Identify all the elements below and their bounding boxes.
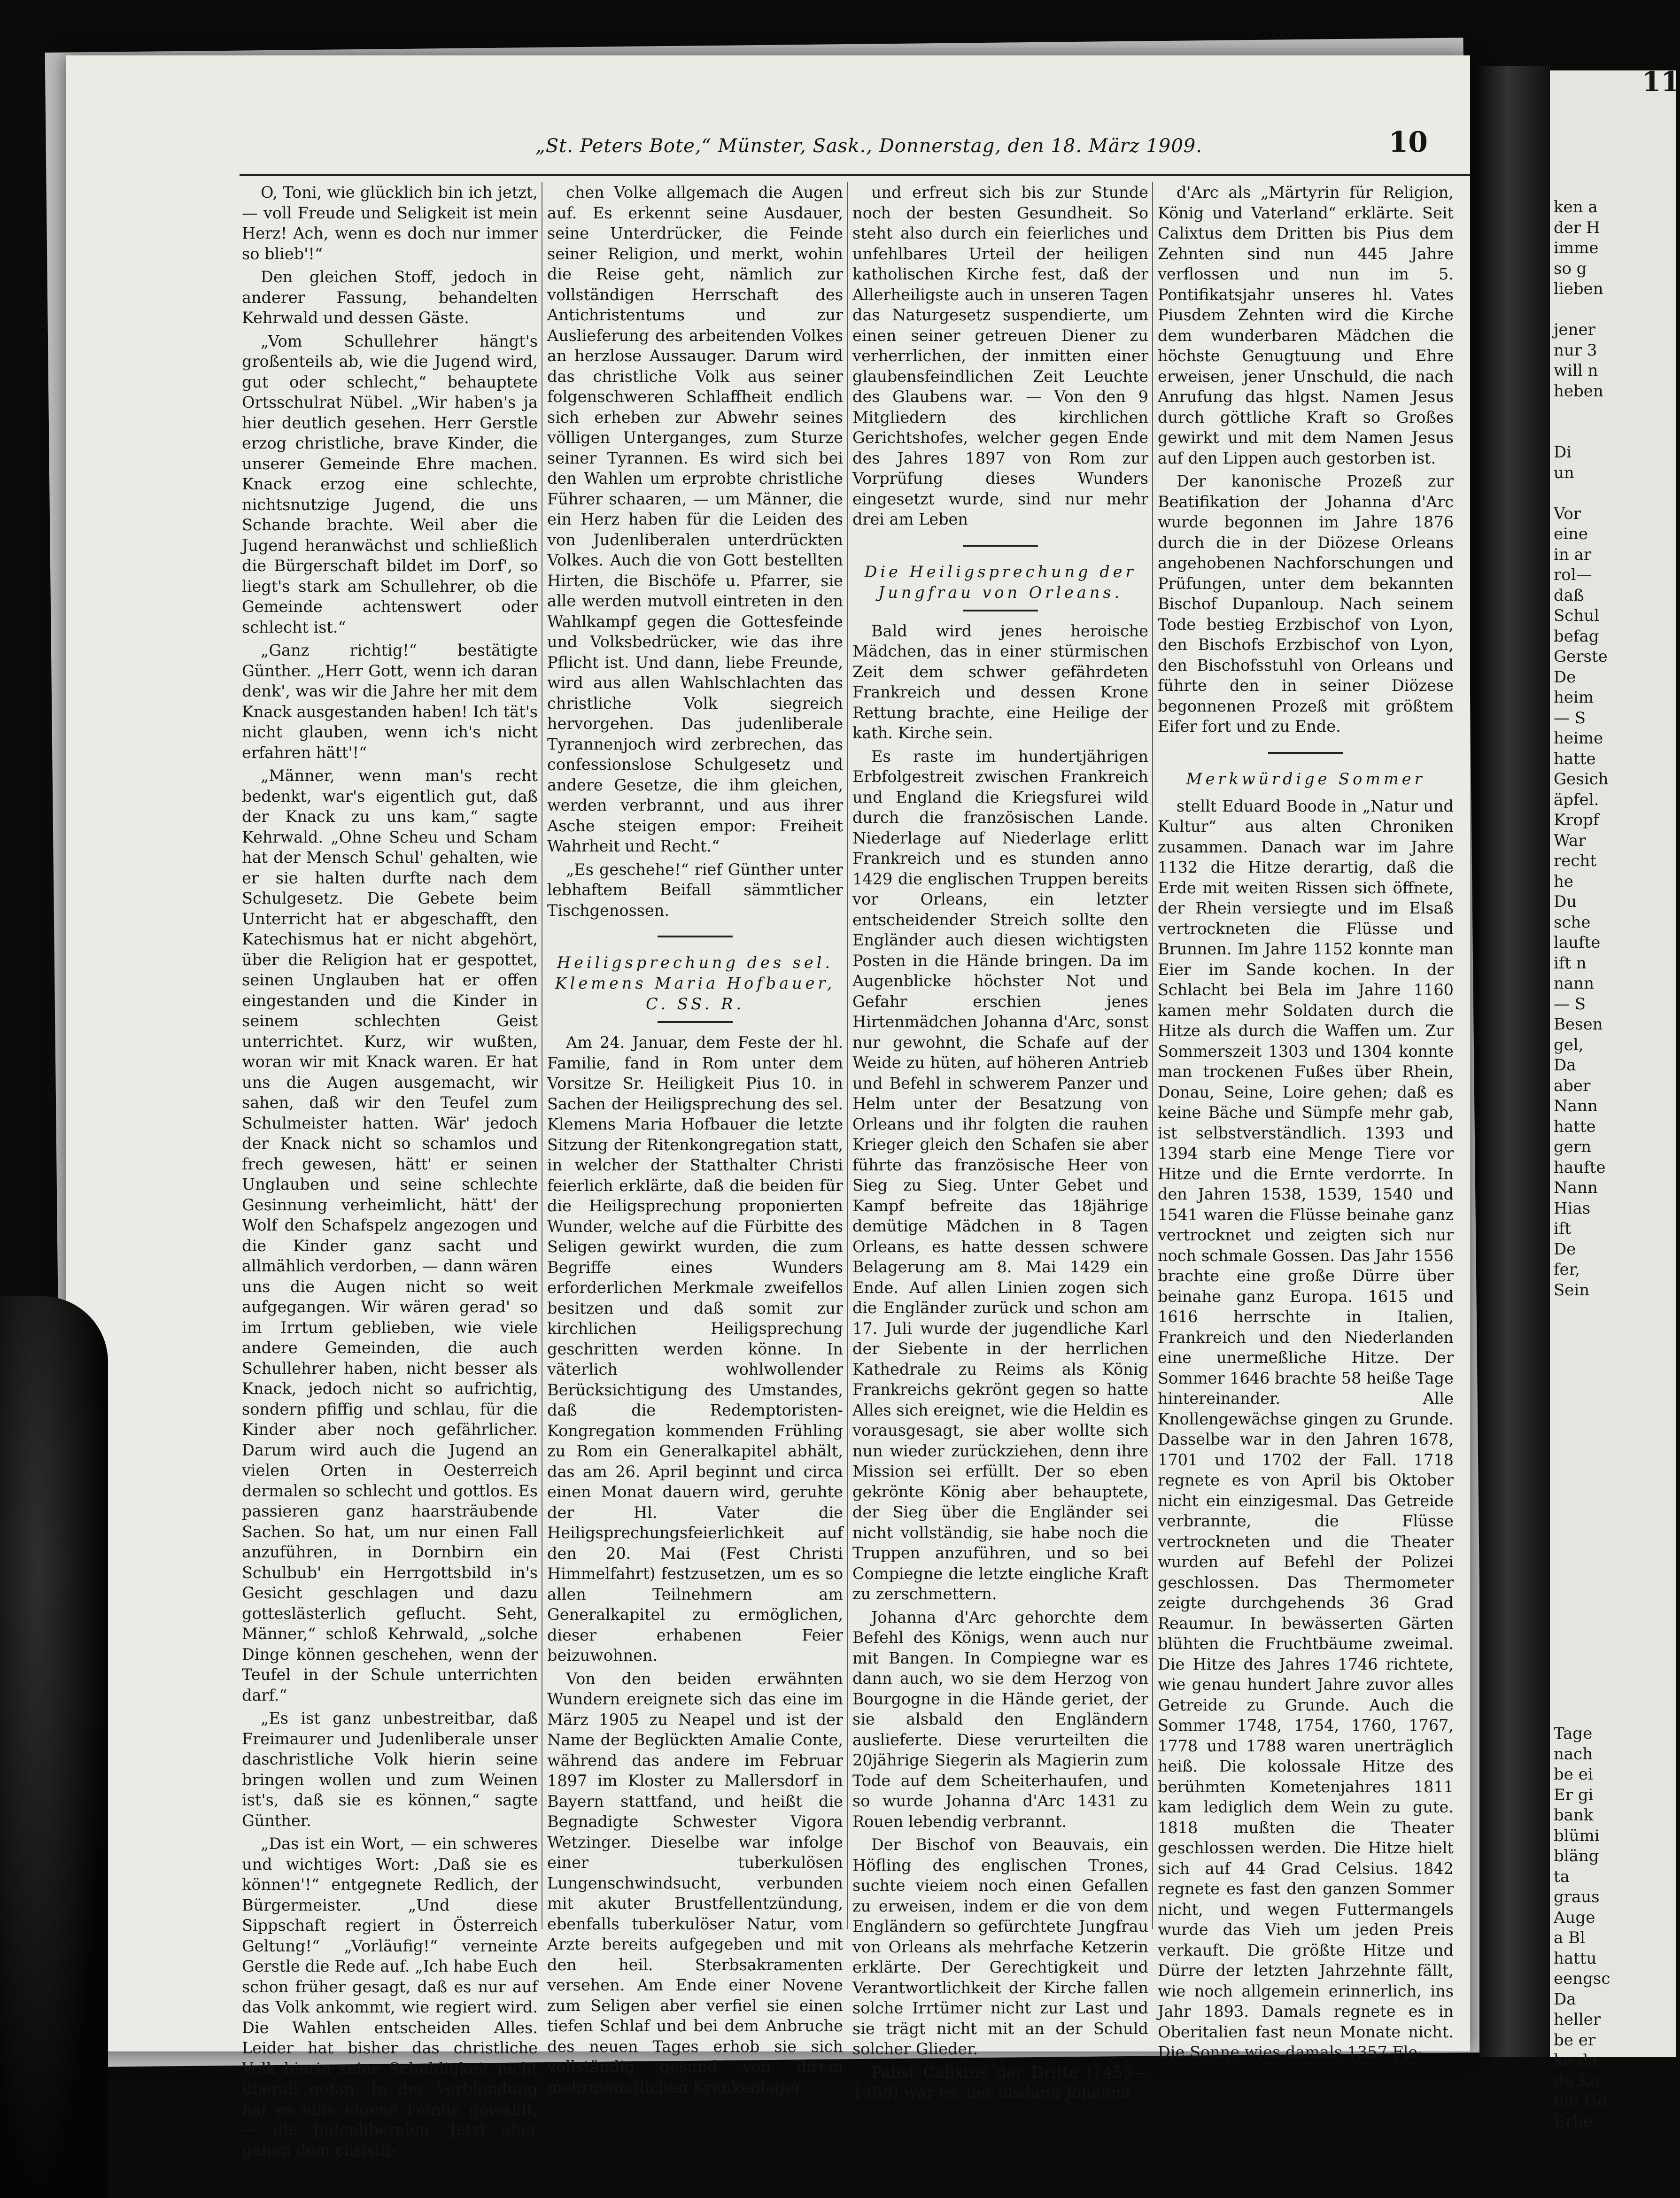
facing-page-line: ble Ho [1554,2092,1607,2111]
paragraph: O, Toni, wie glücklich bin ich jetzt, — voll Freude und Seligkeit ist mein Herz! Ach, wenn es doch nur immer so blieb'!“ [242,183,538,263]
paragraph: d'Arc als „Märtyrin für Religion, König und Vaterland“ erklärte. Seit Calixtus dem Dritten bis Pius dem Zehnten sind nun 445 Jahre verflossen und nun im 5. Pontifikatsjahr unseres hl. Vates Piusdem Zehnten wird die Kirche dem wunderbaren Mädchen die höchste Genugtuung und Ehre erweisen, jener Unschuld, die nach Anrufung das hlgst. Namen Jesus durch göttliche Kraft so Großes gewirkt und mit dem Namen Jesus auf den Lippen auch gestorben ist. [1158,183,1454,467]
facing-page-line: ta [1554,1867,1570,1886]
facing-page-line: imme [1554,239,1599,257]
paragraph: „Ganz richtig!“ bestätigte Günther. „Herr Gott, wenn ich daran denk', was wir die Jahre her mit dem Knack ausgestanden haben! Ich tät's nicht glauben, wenn ich's nicht erfahren hätt'!“ [242,641,538,762]
book-gutter [1479,66,1550,2057]
facing-page-line: he [1554,872,1574,891]
facing-page-bottom-lines [1550,1724,1610,2132]
facing-page-line: be er [1554,2030,1596,2050]
facing-page-line: Er gi [1554,1785,1594,1804]
facing-page-line [1550,483,1609,504]
facing-page-line: Kropf [1554,811,1599,829]
facing-page-line: bläng [1554,1847,1599,1865]
facing-page-line: ken a [1554,198,1598,217]
section-divider [1268,752,1343,754]
facing-page-line: un [1554,463,1574,482]
facing-page-line: Vor [1554,504,1581,523]
article-paragraphs [1158,182,1454,737]
facing-page-line: Da [1554,1056,1576,1075]
paragraph: Am 24. Januar, dem Feste der hl. Familie, fand in Rom unter dem Vorsitze Sr. Heiligkeit Pius 10. in Sachen der Heiligsprechung des sel. Klemens Maria Hofbauer die letzte Sitzung der Ritenkongregation statt, in welcher der Statthalter Christi feierlich erklärte, daß die beiden für die Heiligsprechung proponierten Wunder, welche auf die Fürbitte des Seligen gewirkt wurden, die zum Begriffe eines Wunders erforderlichen Merkmale zweifellos besitzen und daß somit zur kirchlichen Heiligsprechung geschritten werden könne. In väterlich wohlwollender Berücksichtigung des Umstandes, daß die Redemptoristen-Kongregation kommenden Frühling zu Rom ein Generalkapitel abhält, das am 26. April beginnt und circa einen Monat dauern wird, geruhte der Hl. Vater die Heiligsprechungsfeierlichkeit auf den 20. Mai (Fest Christi Himmelfahrt) festzusetzen, um es so allen Teilnehmern am Generalkapitel zu ermöglichen, dieser erhabenen Feier beizuwohnen. [547,1033,843,1664]
column-divider [1152,182,1153,1929]
facing-page-line [1550,402,1609,422]
facing-page-line: de Ko [1554,2071,1600,2090]
facing-page-line: hatte [1554,1117,1596,1136]
facing-page-line: De [1554,667,1576,687]
paragraph: Pabst Calixtus der Dritte (1455—1458) war es, der alsdann Johanna [852,2063,1148,2102]
facing-page-line [1550,300,1609,320]
facing-page-line: eine [1554,525,1588,543]
facing-page-line: Du [1554,892,1577,911]
column-3 [852,182,1148,2103]
facing-page-line: a Bl [1554,1928,1585,1947]
header-rule [240,174,1470,176]
facing-page-line: jener [1554,320,1595,339]
paragraph: Der kanonische Prozeß zur Beatifikation der Johanna d'Arc wurde begonnen im Jahre 1876 durch die in der Diözese Orleans angehobenen Nachforschungen und Prüfungen, unter dem bekannten Bischof Dupanloup. Nach seinem Tode bestieg Erzbischof von Lyon, den Bischofs Erzbischof von Lyon, den Bischofsstuhl von Orleans und führte den in seiner Diözese begonnenen Prozeß mit größtem Eifer fort und zu Ende. [1158,472,1454,735]
story-paragraphs [242,182,538,2160]
column-4 [1158,182,1454,2063]
page-number: 10 [1388,126,1428,159]
article-paragraphs [547,1032,843,2097]
facing-page-line: hatte [1554,749,1596,768]
paragraph: stellt Eduard Boode in „Natur und Kultur“ aus alten Chroniken zusammen. Danach war im Jahre 1132 die Hitze derartig, daß die Erde mit weiten Rissen sich öffnete, der Rhein versiegte und im Elsaß vertrockneten die Flüsse und Brunnen. Im Jahre 1152 konnte man Eier im Sande kochen. In der Schlacht bei Bela im Jahre 1160 kamen mehr Soldaten durch die Hitze als durch die Waffen um. Zur Sommerszeit 1303 und 1304 konnte man trockenen Fußes über Rhein, Donau, Seine, Loire gehen; daß es keine Bäche und Sümpfe mehr gab, ist selbstverständlich. 1393 und 1394 starb eine Menge Tiere vor Hitze und die Ernte verdorrte. In den Jahren 1538, 1539, 1540 und 1541 waren die Flüsse beinahe ganz vertrocknet und zeigten sich nur noch schmale Gossen. Das Jahr 1556 brachte eine große Dürre über beinahe ganz Europa. 1615 und 1616 herrschte in Italien, Frankreich und den Niederlanden eine unermeßliche Hitze. Der Sommer 1646 brachte 58 heiße Tage hintereinander. Alle Knollengewächse gingen zu Grunde. Dasselbe war in den Jahren 1678, 1701 und 1702 der Fall. 1718 regnete es von April bis Oktober nicht ein einzigesmal. Das Getreide verbrannte, die Flüsse vertrockneten und die Theater wurden auf Befehl der Polizei geschlossen. Das Thermometer zeigte durchgehends 36 Grad Reaumur. In bewässerten Gärten blühten die Fruchtbäume zweimal. Die Hitze des Jahres 1746 richtete, wie genau hundert Jahre zuvor alles Getreide zu Grunde. Auch die Sommer 1748, 1754, 1760, 1767, 1778 und 1788 waren unerträglich heiß. Die kolossale Hitze des berühmten Kometenjahres 1811 kam lediglich dem Wein zu gute. 1818 mußten die Theater geschlossen werden. Die Hitze hielt sich auf 44 Grad Celsius. 1842 regnete es fast den ganzen Sommer nicht, und wegen Futtermangels wurde das Vieh um jeden Preis verkauft. Die größte Hitze und Dürre der letzten Jahrzehnte fällt, wie noch allgemein erinnerlich, ins Jahr 1893. Damals regnete es in Oberitalien fast neun Monate nicht. Die Sonne wies damals 1357 Fle- [1158,797,1454,2061]
facing-page-line: der H [1554,218,1600,237]
facing-page-top-lines [1550,197,1609,1300]
heading-underline [963,610,1038,611]
facing-page-line: aber [1554,1076,1591,1095]
article-paragraphs [852,621,1148,2103]
facing-page-line: be ei [1554,1765,1593,1784]
story-paragraphs [547,182,843,921]
facing-page-line: Hias [1554,1199,1591,1218]
facing-page-line: Nann [1554,1097,1598,1115]
facing-page-line: Nann [1554,1178,1598,1197]
facing-page [1550,66,1680,2131]
article-paragraphs [852,182,1148,530]
facing-page-line: blümi [1554,1826,1600,1845]
facing-page-line: will n [1554,361,1598,380]
facing-page-line: befag [1554,627,1599,646]
newspaper-page [66,55,1470,2159]
section-divider [658,936,733,937]
facing-page-line: bank [1554,1806,1594,1825]
facing-page-line: in ar [1554,545,1592,564]
facing-page-line: ift [1554,1219,1572,1238]
facing-page-line: War [1554,831,1586,850]
masthead [535,126,1428,168]
facing-page-number: 11 [1642,66,1680,98]
facing-page-line: Besen [1554,1015,1603,1034]
masthead-text: „St. Peters Bote,“ Münster, Sask., Donnerstag, den 18. März 1909. [535,135,1202,157]
facing-page-line: — S [1554,994,1586,1014]
facing-page-line: recht [1554,851,1596,870]
facing-page-line: fer, [1554,1260,1580,1279]
facing-page-line: Schul [1554,606,1600,625]
facing-page-line: Gesich [1554,770,1609,789]
article-heading: Die Heiligsprechung der Jungfrau von Orleans. [864,562,1137,602]
article-heading: Heiligsprechung des sel. Klemens Maria Hofbauer, C. SS. R. [555,953,836,1013]
facing-page-line: eengsc [1554,1969,1610,1988]
column-1 [242,182,538,2160]
paragraph: Johanna d'Arc gehorchte dem Befehl des Königs, wenn auch nur mit Bangen. In Compiegne war es dann auch, wo sie dem Herzog von Bourgogne in die Hände geriet, der sie alsbald den Engländern auslieferte. Diese verurteilten die 20jährige Siegerin als Magierin zum Tode auf dem Scheiterhaufen, und so wurde Johanna d'Arc 1431 zu Rouen lebendig verbrannt. [852,1608,1148,1831]
facing-page-line: nur 3 [1554,341,1597,360]
facing-page-line: daß [1554,586,1584,605]
section-divider [963,545,1038,547]
facing-page-line: graus [1554,1888,1600,1906]
paragraph: Es raste im hundertjährigen Erbfolgestreit zwischen Frankreich und England die Kriegsfurei wild durch die französischen Lande. Niederlage auf Niederlage erlitt Frankreich und es stunden anno 1429 die englischen Truppen bereits vor Orleans, ein letzter entscheidender Streich sollte den Engländer auch diesen wichtigsten Posten in die Hände bringen. Da im Augenblicke höchster Not und Gefahr erschien jenes Hirtenmädchen Johanna d'Arc, sonst nur gewohnt, die Schafe auf der Weide zu hüten, auf höheren Antrieb und Befehl in schwerem Panzer und Helm unter der Besatzung von Orleans und ihr folgten die rauhen Krieger gleich den Schafen sie aber führte das französische Heer von Sieg zu Sieg. Unter Gebet und Kampf befreite das 18jährige demütige Mädchen in 8 Tagen Orleans, es hatte dessen schwere Belagerung am 8. Mai 1429 ein Ende. Auf allen Linien zogen sich die Engländer zurück und schon am 17. Juli wurde der jugendliche Karl der Siebente in der herrlichen Kathedrale zu Reims als König Frankreichs gekrönt gegen so hatte Alles sich ereignet, wie die Heldin es vorausgesagt, sie aber wollte sich nun wieder zurückziehen, denn ihre Mission sei erfüllt. Der so eben gekrönte König aber behauptete, der Sieg über die Engländer sei nicht vollständig, sie habe noch die Truppen anzuführen, und so bei Compiegne die letzte eingliche Kraft zu zerschmettern. [852,747,1148,1603]
paragraph: „Männer, wenn man's recht bedenkt, war's eigentlich gut, daß der Knack zu uns kam,“ sagte Kehrwald. „Ohne Scheu und Scham hat der Mensch Schul' gehalten, wie er sie halten durfte nach dem Schulgesetz. Die Gebete beim Unterricht hat er abgeschafft, den Katechismus hat er nicht abgehört, über die Religion hat er gespottet, seinen Unglauben hat er offen eingestanden und die Kinder in seinem schlechten Geist unterrichtet. Kurz, wir wußten, woran wir mit Knack waren. Er hat uns die Augen ausgemacht, wir sahen, daß wir den Teufel zum Schulmeister hatten. Wär' jedoch der Knack nicht so schamlos und frech gewesen, hätt' er seinen Unglauben und seine schlechte Gesinnung verheimlicht, hätt' der Wolf den Schafspelz angezogen und die Kinder ganz sacht und allmählich verdorben, — dann wären uns die Augen nicht so weit aufgegangen. Wir wären gerad' so im Irrtum geblieben, wie viele andere Gemeinden, die auch Schullehrer haben, nicht besser als Knack, jedoch nicht so aufrichtig, sondern pfiffig und schlau, für die Kinder aber noch gefährlicher. Darum wird auch die Jugend an vielen Orten in Oesterreich dermalen so schlecht und gottlos. Es passieren ganz haarsträubende Sachen. So hat, um nur einen Fall anzuführen, in Dornbirn ein Schulbub' ein Herrgottsbild in's Gesicht geschlagen und dazu gotteslästerlich geflucht. Seht, Männer,“ schloß Kehrwald, „solche Dinge können geschehen, wenn der Teufel in der Schule unterrichten darf.“ [242,766,538,1704]
facing-page-line: heim [1554,688,1594,707]
column-2 [547,182,843,2097]
facing-page-line: heller [1554,2010,1601,2029]
paragraph: Von den beiden erwähnten Wundern ereignete sich das eine im März 1905 zu Neapel und ist der Name der Beglückten Amalie Conte, während das andere im Februar 1897 im Kloster zu Mallersdorf in Bayern stattfand, und heißt die Begnadigte Schwester Vigora Wetzinger. Dieselbe war infolge einer tuberkulösen Lungenschwindsucht, verbunden mit akuter Brustfellentzündung, ebenfalls tuberkulöser Natur, vom Arzte bereits aufgegeben und mit den heil. Sterbsakramenten versehen. Am Ende einer Novene zum Seligen aber verfiel sie einen tiefen Schlaf und bei dem Anbruche des neuen Tages erhob sie sich vollständig gesund von ihrem mehrmonatlichen Krankenlager [547,1669,843,2097]
heading-underline [658,1021,733,1023]
facing-page-line: De [1554,1239,1576,1259]
facing-page-line: gel, [1554,1035,1584,1054]
facing-page-line: heime [1554,729,1603,748]
facing-page-line: Gerste [1554,647,1608,666]
article-paragraphs [1158,796,1454,2063]
paragraph: Bald wird jenes heroische Mädchen, das in einer stürmischen Zeit dem schwer gefährdeten Frankreich und dessen Krone Rettung brachte, eine Heilige der kath. Kirche sein. [852,621,1148,742]
facing-page-line: haufte [1554,1158,1606,1177]
facing-page-line: ke da [1554,2051,1598,2070]
facing-page-line: — S [1554,708,1586,728]
facing-page-line: Tage [1554,1724,1593,1743]
paragraph: „Es ist ganz unbestreitbar, daß Freimaurer und Judenliberale unser daschristliche Volk hierin seine bringen wollen und zum Weinen ist's, daß sie es können,“ sagte Günther. [242,1709,538,1830]
reader-thumb [0,1296,108,2198]
paragraph: „Es geschehe!“ rief Günther unter lebhaftem Beifall sämmtlicher Tischgenossen. [547,860,843,920]
facing-page-line: nann [1554,974,1594,993]
paragraph: chen Volke allgemach die Augen auf. Es erkennt seine Ausdauer, seine Unterdrücker, die Feinde seiner Religion, und merkt, wohin die Reise geht, nämlich zur vollständigen Herrschaft des Antichristentums und zur Auslieferung des arbeitenden Volkes an herzlose Aussauger. Darum wird das christliche Volk aus seiner folgenschweren Schlaffheit endlich sich erheben zur Abwehr seines völligen Unterganges, zum Sturze seiner Tyrannen. Es wird sich bei den Wahlen um erprobte christliche Führer schaaren, — um Männer, die ein Herz haben für die Leiden des von Judenliberalen unterdrückten Volkes. Auch die von Gott bestellten Hirten, die Bischöfe u. Pfarrer, sie alle werden mutvoll eintreten in den Wahlkampf gegen die Gottesfeinde und Volksbedrücker, wie das ihre Pflicht ist. Und dann, liebe Freunde, wird aus allen Wahlschlachten das christliche Volk siegreich hervorgehen. Das judenliberale Tyrannenjoch wird zerbrechen, das confessionslose Schulgesetz und andere Gesetze, die ihm gleichen, werden verbrannt, und aus ihrer Asche steigen empor: Freiheit Wahrheit und Recht.“ [547,183,843,855]
facing-page-line [1550,422,1609,443]
paragraph: Der Bischof von Beauvais, ein Höfling des englischen Trones, suchte vieiem noch einen Gefallen zu erweisen, indem er die von dem Engländern so gefürchtete Jungfrau von Orleans als mehrfache Ketzerin erklärte. Der Gerechtigkeit und Verantwortlichkeit der Kirche fallen solche Irrtümer nicht zur Last und sie trägt nicht mit an der Schuld solcher Glieder. [852,1835,1148,2058]
article-heading: Merkwürdige Sommer [1186,769,1425,788]
facing-page-line: Auge [1554,1908,1595,1927]
facing-page-line: gern [1554,1138,1592,1156]
facing-page-line: äpfel. [1554,790,1599,809]
column-divider [847,182,848,1929]
paragraph: „Das ist ein Wort, — ein schweres und wichtiges Wort: ‚Daß sie es können'!“ entgegnete Redlich, der Bürgermeister. „Und diese Sippschaft regiert in Österreich Geltung!“ „Vorläufig!“ verneinte Gerstle die Rede auf. „Ich habe Euch schon früher gesagt, daß es nur auf das Volk ankommt, wie regiert wird. Die Wahlen entscheiden Alles. Leider hat bisher das christliche Volk hierin seine Schuldigkeit nicht überall getan. In der Verblendung hat es eine eigene Feinde gewählt, — die Judenliberalen. Jetzt aber gehen dem christli- [242,1834,538,2159]
paragraph: Den gleichen Stoff, jedoch in anderer Fassung, behandelten Kehrwald und dessen Gäste. [242,268,538,327]
facing-page-line: heben [1554,381,1603,401]
facing-page-line: Da [1554,1989,1576,2009]
facing-page-line: Sein [1554,1280,1590,1300]
facing-page-line: nach [1554,1744,1593,1764]
facing-page-line: lieben [1554,279,1603,298]
facing-page-line: Erbe [1554,2112,1593,2131]
facing-page-line: laufte [1554,933,1601,952]
facing-page-line: Di [1554,443,1572,462]
facing-page-line: hattu [1554,1949,1597,1968]
facing-page-line: sche [1554,913,1591,932]
paragraph: und erfreut sich bis zur Stunde noch der besten Gesundheit. So steht also durch ein feierliches und unfehlbares Urteil der heiligen katholischen Kirche fest, daß der Allerheiligste auch in unseren Tagen das Naturgesetz suspendierte, um einen seiner getreuen Diener zu verherrlichen, der inmitten einer glaubensfeindlichen Zeit Leuchte des Glaubens war. — Von den 9 Mitgliedern des kirchlichen Gerichtshofes, welcher gegen Ende des Jahres 1897 von Rom zur Vorprüfung dieses Wunders eingesetzt wurde, sind nur mehr drei am Leben [852,183,1148,528]
paragraph: „Vom Schullehrer hängt's großenteils ab, wie die Jugend wird, gut oder schlecht,“ behauptete Ortsschulrat Nübel. „Wir haben's ja hier deutlich gesehen. Herr Gerstle erzog christliche, brave Kinder, die unserer Gemeinde Ehre machen. Knack erzog eine schlechte, nichtsnutzige Jugend, die uns Schande brachte. Weil aber die Jugend heranwächst und schließlich die Bürgerschaft bildet im Dorf', so liegt's stark am Schullehrer, ob die Gemeinde achtenswert oder schlecht ist.“ [242,332,538,636]
facing-page-line: rol— [1554,565,1592,584]
facing-page-line: so g [1554,259,1587,278]
facing-page-line: ift n [1554,953,1587,973]
